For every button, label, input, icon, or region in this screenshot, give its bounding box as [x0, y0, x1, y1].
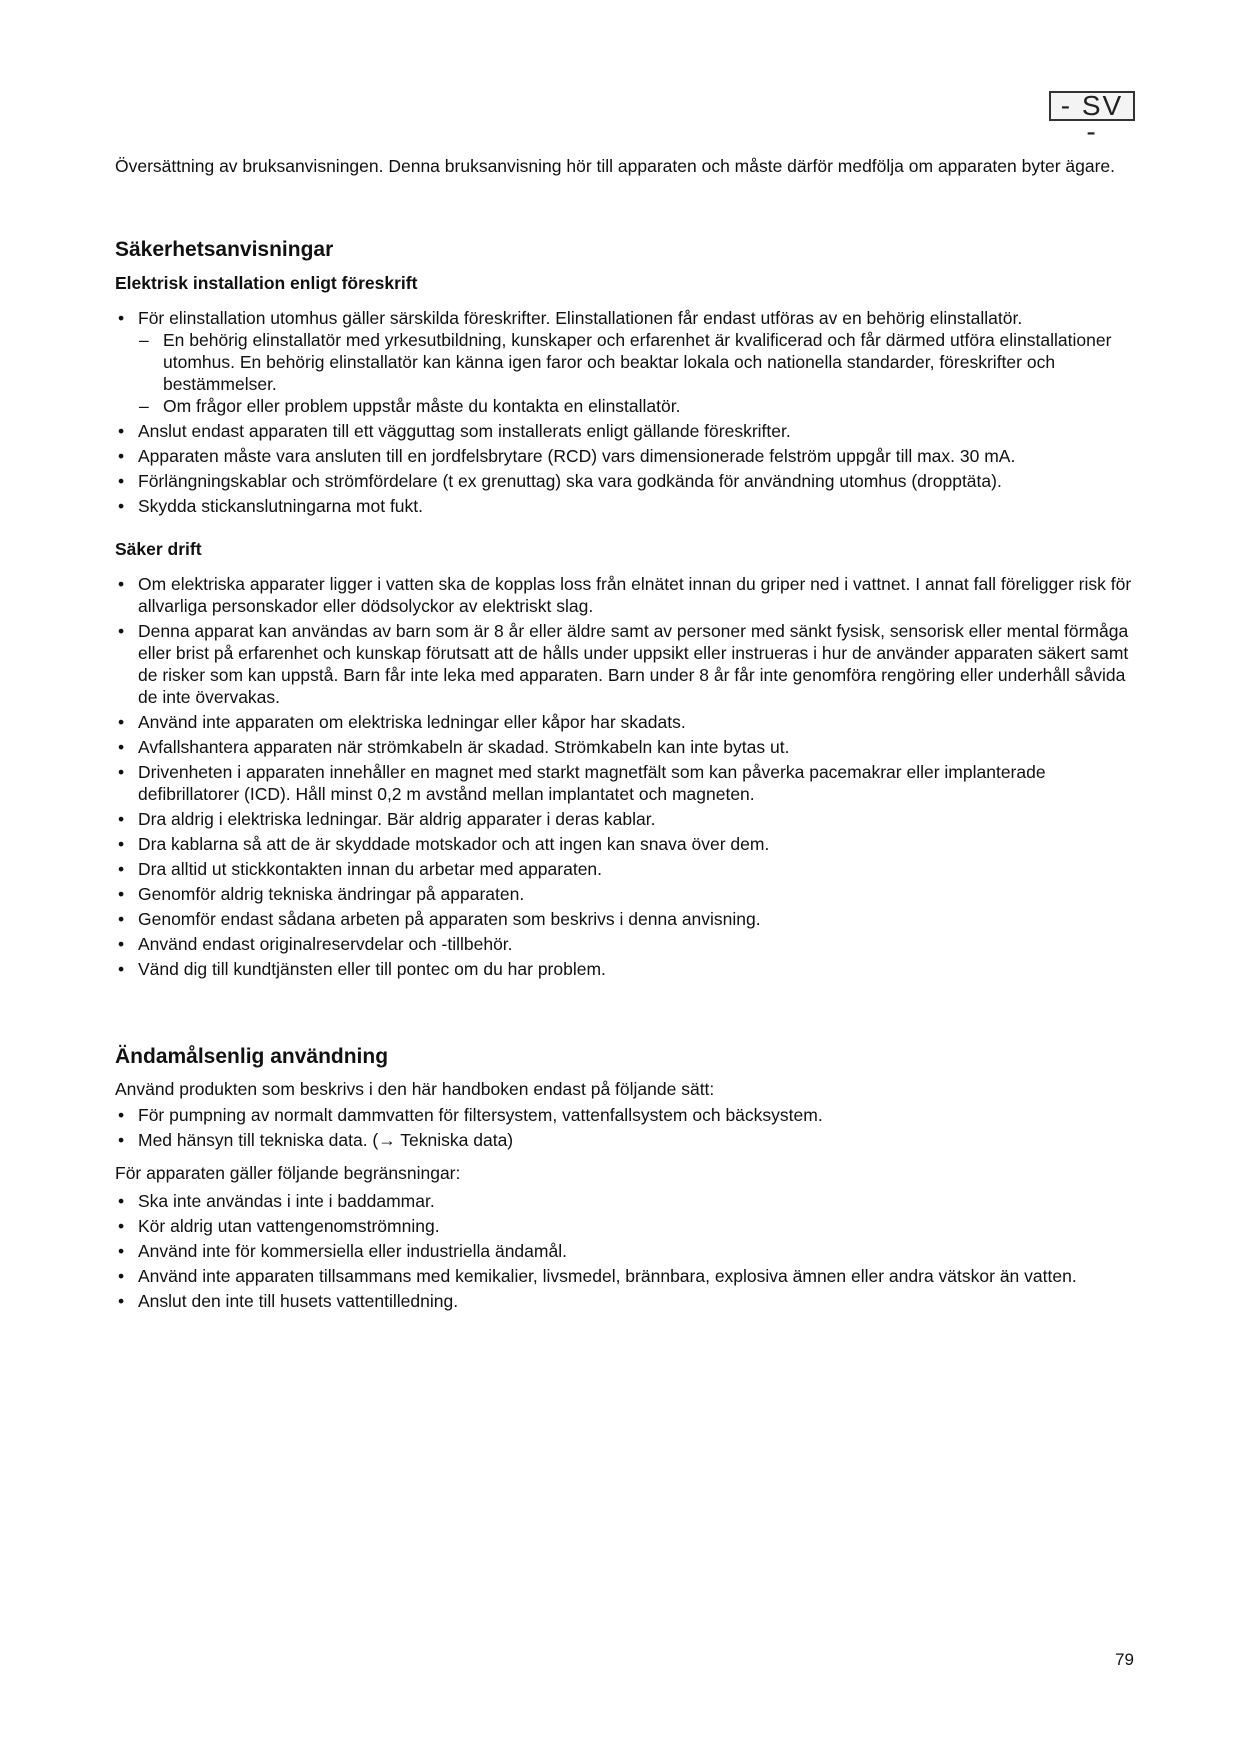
- restrictions-list: [115, 1190, 1135, 1315]
- list-item: • Denna apparat kan användas av barn som är 8 år eller äldre samt av personer med sänkt fysisk, sensorisk eller mental förmåga eller brist på erfarenhet och kunskap förutsatt att de hålls under uppsikt eller instrueras i hur de använder apparaten säkert samt de risker som kan uppstå. Barn får inte leka med apparaten. Barn under 8 år får inte genomföra rengöring eller underhåll såvida de inte övervakas.: [115, 620, 1135, 708]
- list-item: • Anslut endast apparaten till ett vägguttag som installerats enligt gällande föreskrifter.: [115, 420, 1135, 442]
- list-item: • Om elektriska apparater ligger i vatten ska de kopplas loss från elnätet innan du griper ned i vattnet. I annat fall föreligger risk för allvarliga personskador eller dödsolyckor av elektriskt slag.: [115, 573, 1135, 617]
- intended-use-heading: Ändamålsenlig användning: [115, 1045, 389, 1068]
- restrictions-lead: För apparaten gäller följande begränsningar:: [115, 1163, 461, 1183]
- list-item: • Skydda stickanslutningarna mot fukt.: [115, 495, 1135, 517]
- operation-list: [115, 573, 1135, 983]
- list-item: • Apparaten måste vara ansluten till en jordfelsbrytare (RCD) vars dimensionerade felström uppgår till max. 30 mA.: [115, 445, 1135, 467]
- list-item: • Vänd dig till kundtjänsten eller till pontec om du har problem.: [115, 958, 1135, 980]
- operation-subheading: Säker drift: [115, 539, 202, 559]
- list-item: • Dra kablarna så att de är skyddade motskador och att ingen kan snava över dem.: [115, 833, 1135, 855]
- list-item: • Anslut den inte till husets vattentilledning.: [115, 1290, 1135, 1312]
- sub-list-item: – Om frågor eller problem uppstår måste du kontakta en elinstallatör.: [138, 395, 1135, 417]
- list-item-text: För elinstallation utomhus gäller särskilda föreskrifter. Elinstallationen får endast utföras av en behörig elinstallatör.: [138, 308, 1023, 328]
- intended-use-lead: Använd produkten som beskrivs i den här handboken endast på följande sätt:: [115, 1079, 715, 1099]
- page-number: 79: [1115, 1650, 1134, 1669]
- intended-use-list: [115, 1104, 1135, 1154]
- list-item: [115, 307, 1135, 417]
- sub-list-item: – En behörig elinstallatör med yrkesutbildning, kunskaper och erfarenhet är kvalificerad och får därmed utföra elinstallationer utomhus. En behörig elinstallatör kan känna igen faror och beaktar lokala och nationella standarder, föreskrifter och bestämmelser.: [138, 329, 1135, 395]
- list-item: • Använd inte för kommersiella eller industriella ändamål.: [115, 1240, 1135, 1262]
- safety-heading: Säkerhetsanvisningar: [115, 238, 334, 261]
- list-item: • Förlängningskablar och strömfördelare (t ex grenuttag) ska vara godkända för användning utomhus (dropptäta).: [115, 470, 1135, 492]
- electrical-list: [115, 307, 1135, 520]
- intro-paragraph: Översättning av bruksanvisningen. Denna bruksanvisning hör till apparaten och måste därför medfölja om apparaten byter ägare.: [115, 156, 1116, 176]
- list-item: • Avfallshantera apparaten när strömkabeln är skadad. Strömkabeln kan inte bytas ut.: [115, 736, 1135, 758]
- list-item: • Drivenheten i apparaten innehåller en magnet med starkt magnetfält som kan påverka pacemakrar eller implanterade defibrillatorer (ICD). Håll minst 0,2 m avstånd mellan implantatet och magneten.: [115, 761, 1135, 805]
- electrical-subheading: Elektrisk installation enligt föreskrift: [115, 273, 418, 293]
- list-item: • Dra alltid ut stickkontakten innan du arbetar med apparaten.: [115, 858, 1135, 880]
- list-item: • Kör aldrig utan vattengenomströmning.: [115, 1215, 1135, 1237]
- list-item: • Genomför endast sådana arbeten på apparaten som beskrivs i denna anvisning.: [115, 908, 1135, 930]
- sub-list: [138, 329, 1135, 417]
- language-badge: - SV -: [1049, 91, 1135, 121]
- list-item: • Använd inte apparaten tillsammans med kemikalier, livsmedel, brännbara, explosiva ämnen eller andra vätskor än vatten.: [115, 1265, 1135, 1287]
- list-item: • För pumpning av normalt dammvatten för filtersystem, vattenfallsystem och bäcksystem.: [115, 1104, 1135, 1126]
- list-item: • Använd endast originalreservdelar och -tillbehör.: [115, 933, 1135, 955]
- list-item: • Dra aldrig i elektriska ledningar. Bär aldrig apparater i deras kablar.: [115, 808, 1135, 830]
- list-item: • Ska inte användas i inte i baddammar.: [115, 1190, 1135, 1212]
- list-item: • Använd inte apparaten om elektriska ledningar eller kåpor har skadats.: [115, 711, 1135, 733]
- list-item: • Med hänsyn till tekniska data. (→ Tekniska data): [115, 1129, 1135, 1151]
- list-item: • Genomför aldrig tekniska ändringar på apparaten.: [115, 883, 1135, 905]
